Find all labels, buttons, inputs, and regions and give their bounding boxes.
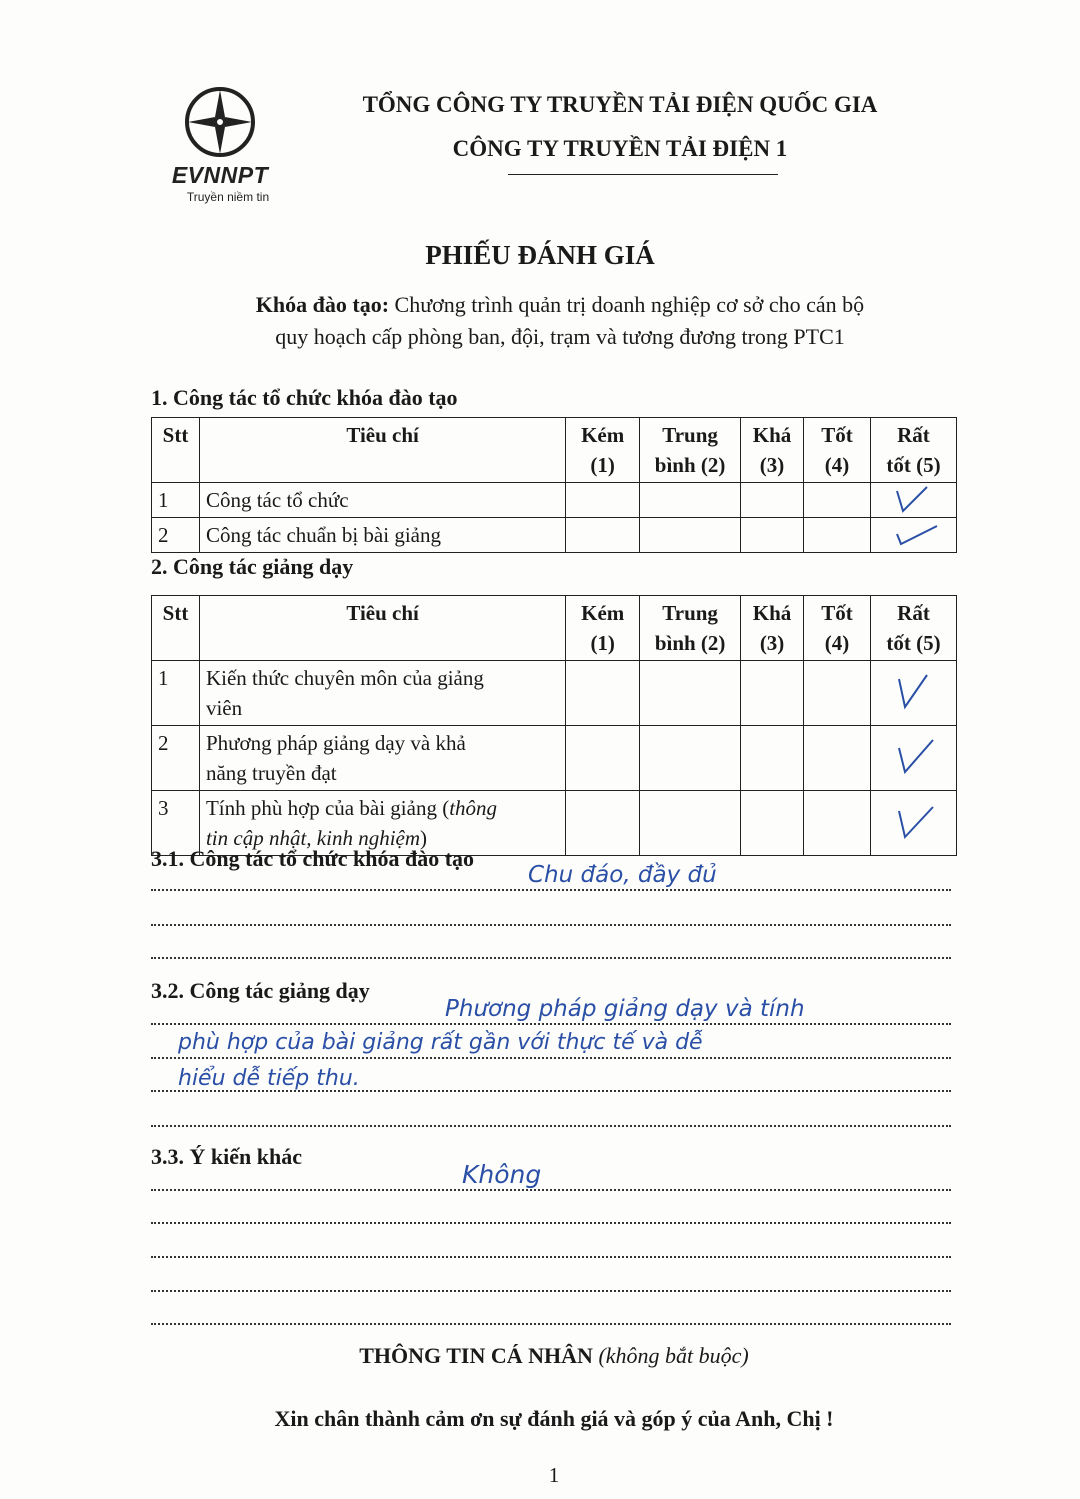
answer-line [151,889,951,891]
rating-cell-1[interactable] [566,483,640,518]
course-text-line1: Chương trình quản trị doanh nghiệp cơ sở cho cán bộ [389,292,865,317]
logo-brand: EVNNPT [171,162,269,188]
answer-line [151,1023,951,1025]
handwritten-check-icon [893,520,941,550]
answer-line [151,1323,951,1325]
header-stt: Stt [152,596,200,661]
rating-cell-4[interactable] [804,483,871,518]
rating-cell-4[interactable] [804,791,871,856]
compass-star-icon [182,84,258,160]
handwritten-check-icon [893,671,933,711]
org-name-company: CÔNG TY TRUYỀN TẢI ĐIỆN 1 [452,136,788,161]
section33-title: 3.3. Ý kiến khác [151,1144,302,1169]
section31-title: 3.1. Công tác tổ chức khóa đào tạo [151,846,475,871]
personal-info-heading [0,1343,1080,1369]
header-criteria: Tiêu chí [199,418,565,483]
rating-cell-5[interactable] [870,483,956,518]
course-description [150,289,970,353]
rating-cell-3[interactable] [741,726,804,791]
page-title: PHIẾU ĐÁNH GIÁ [425,240,655,270]
rating-cell-2[interactable] [640,483,741,518]
rating-cell-2[interactable] [640,518,741,553]
page-number: 1 [548,1463,560,1487]
logo-slogan: Truyền niềm tin [186,190,270,204]
table-header-row [152,418,957,483]
rating-cell-5[interactable] [870,726,956,791]
answer-line [151,957,951,959]
evnnpt-logo [158,84,288,224]
personal-info-italic: (không bắt buộc) [598,1343,749,1368]
rating-cell-3[interactable] [741,518,804,553]
course-label: Khóa đào tạo: [255,292,390,317]
handwritten-answer-32-line2[interactable]: phù hợp của bài giảng rất gần với thực tế và dễ [178,1030,703,1055]
handwritten-check-icon [893,801,937,841]
personal-info-bold: THÔNG TIN CÁ NHÂN [359,1343,593,1368]
header-rating-3: Khá (3) [741,418,804,483]
section32-title: 3.2. Công tác giảng dạy [151,978,370,1003]
section2-rating-table [151,595,957,856]
rating-cell-2[interactable] [640,726,741,791]
rating-cell-4[interactable] [804,726,871,791]
handwritten-answer-33[interactable]: Không [462,1160,542,1189]
header-rating-1: Kém (1) [566,596,640,661]
handwritten-check-icon [893,736,937,776]
rating-cell-1[interactable] [566,726,640,791]
table-row [152,661,957,726]
section2-title: 2. Công tác giảng dạy [151,554,354,579]
table-row [152,726,957,791]
header-stt: Stt [152,418,200,483]
rating-cell-3[interactable] [741,791,804,856]
table-row [152,483,957,518]
header-rating-3: Khá (3) [741,596,804,661]
rating-cell-1[interactable] [566,661,640,726]
row-criteria: Tính phù hợp của bài giảng (thông tin cập nhật, kinh nghiệm) [199,791,565,856]
answer-line [151,1256,951,1258]
answer-line [151,1090,951,1092]
row-stt: 1 [152,661,200,726]
section1-title: 1. Công tác tổ chức khóa đào tạo [151,385,458,410]
answer-line [151,1290,951,1292]
rating-cell-4[interactable] [804,661,871,726]
handwritten-answer-31[interactable]: Chu đáo, đầy đủ [528,862,717,888]
header-rating-5: Rất tốt (5) [870,418,956,483]
course-text-line2: quy hoạch cấp phòng ban, đội, trạm và tương đương trong PTC1 [275,324,845,349]
row-stt: 2 [152,726,200,791]
rating-cell-5[interactable] [870,791,956,856]
row-criteria: Công tác chuẩn bị bài giảng [199,518,565,553]
rating-cell-5[interactable] [870,661,956,726]
answer-line [151,1125,951,1127]
rating-cell-2[interactable] [640,791,741,856]
row-stt: 1 [152,483,200,518]
header-rating-1: Kém (1) [566,418,640,483]
header-rating-2: Trung bình (2) [640,596,741,661]
handwritten-check-icon [893,485,933,515]
handwritten-answer-32-line1[interactable]: Phương pháp giảng dạy và tính [445,996,805,1022]
table-row [152,518,957,553]
answer-line [151,924,951,926]
header-divider [508,174,778,175]
header-criteria: Tiêu chí [199,596,565,661]
rating-cell-1[interactable] [566,518,640,553]
row-stt: 3 [152,791,200,856]
handwritten-answer-32-line3[interactable]: hiểu dễ tiếp thu. [178,1066,360,1091]
rating-cell-5[interactable] [870,518,956,553]
rating-cell-3[interactable] [741,661,804,726]
row-criteria: Phương pháp giảng dạy và khả năng truyền đạt [199,726,565,791]
header-rating-5: Rất tốt (5) [870,596,956,661]
table-header-row [152,596,957,661]
org-name-parent: TỔNG CÔNG TY TRUYỀN TẢI ĐIỆN QUỐC GIA [362,92,878,117]
answer-line [151,1189,951,1191]
header-rating-4: Tốt (4) [804,418,871,483]
answer-line [151,1057,951,1059]
rating-cell-4[interactable] [804,518,871,553]
answer-line [151,1222,951,1224]
header-rating-2: Trung bình (2) [640,418,741,483]
rating-cell-3[interactable] [741,483,804,518]
row-criteria: Công tác tổ chức [199,483,565,518]
row-stt: 2 [152,518,200,553]
rating-cell-2[interactable] [640,661,741,726]
thanks-message: Xin chân thành cảm ơn sự đánh giá và góp ý của Anh, Chị ! [274,1406,834,1431]
header-rating-4: Tốt (4) [804,596,871,661]
rating-cell-1[interactable] [566,791,640,856]
row-criteria: Kiến thức chuyên môn của giảng viên [199,661,565,726]
section1-rating-table [151,417,957,553]
